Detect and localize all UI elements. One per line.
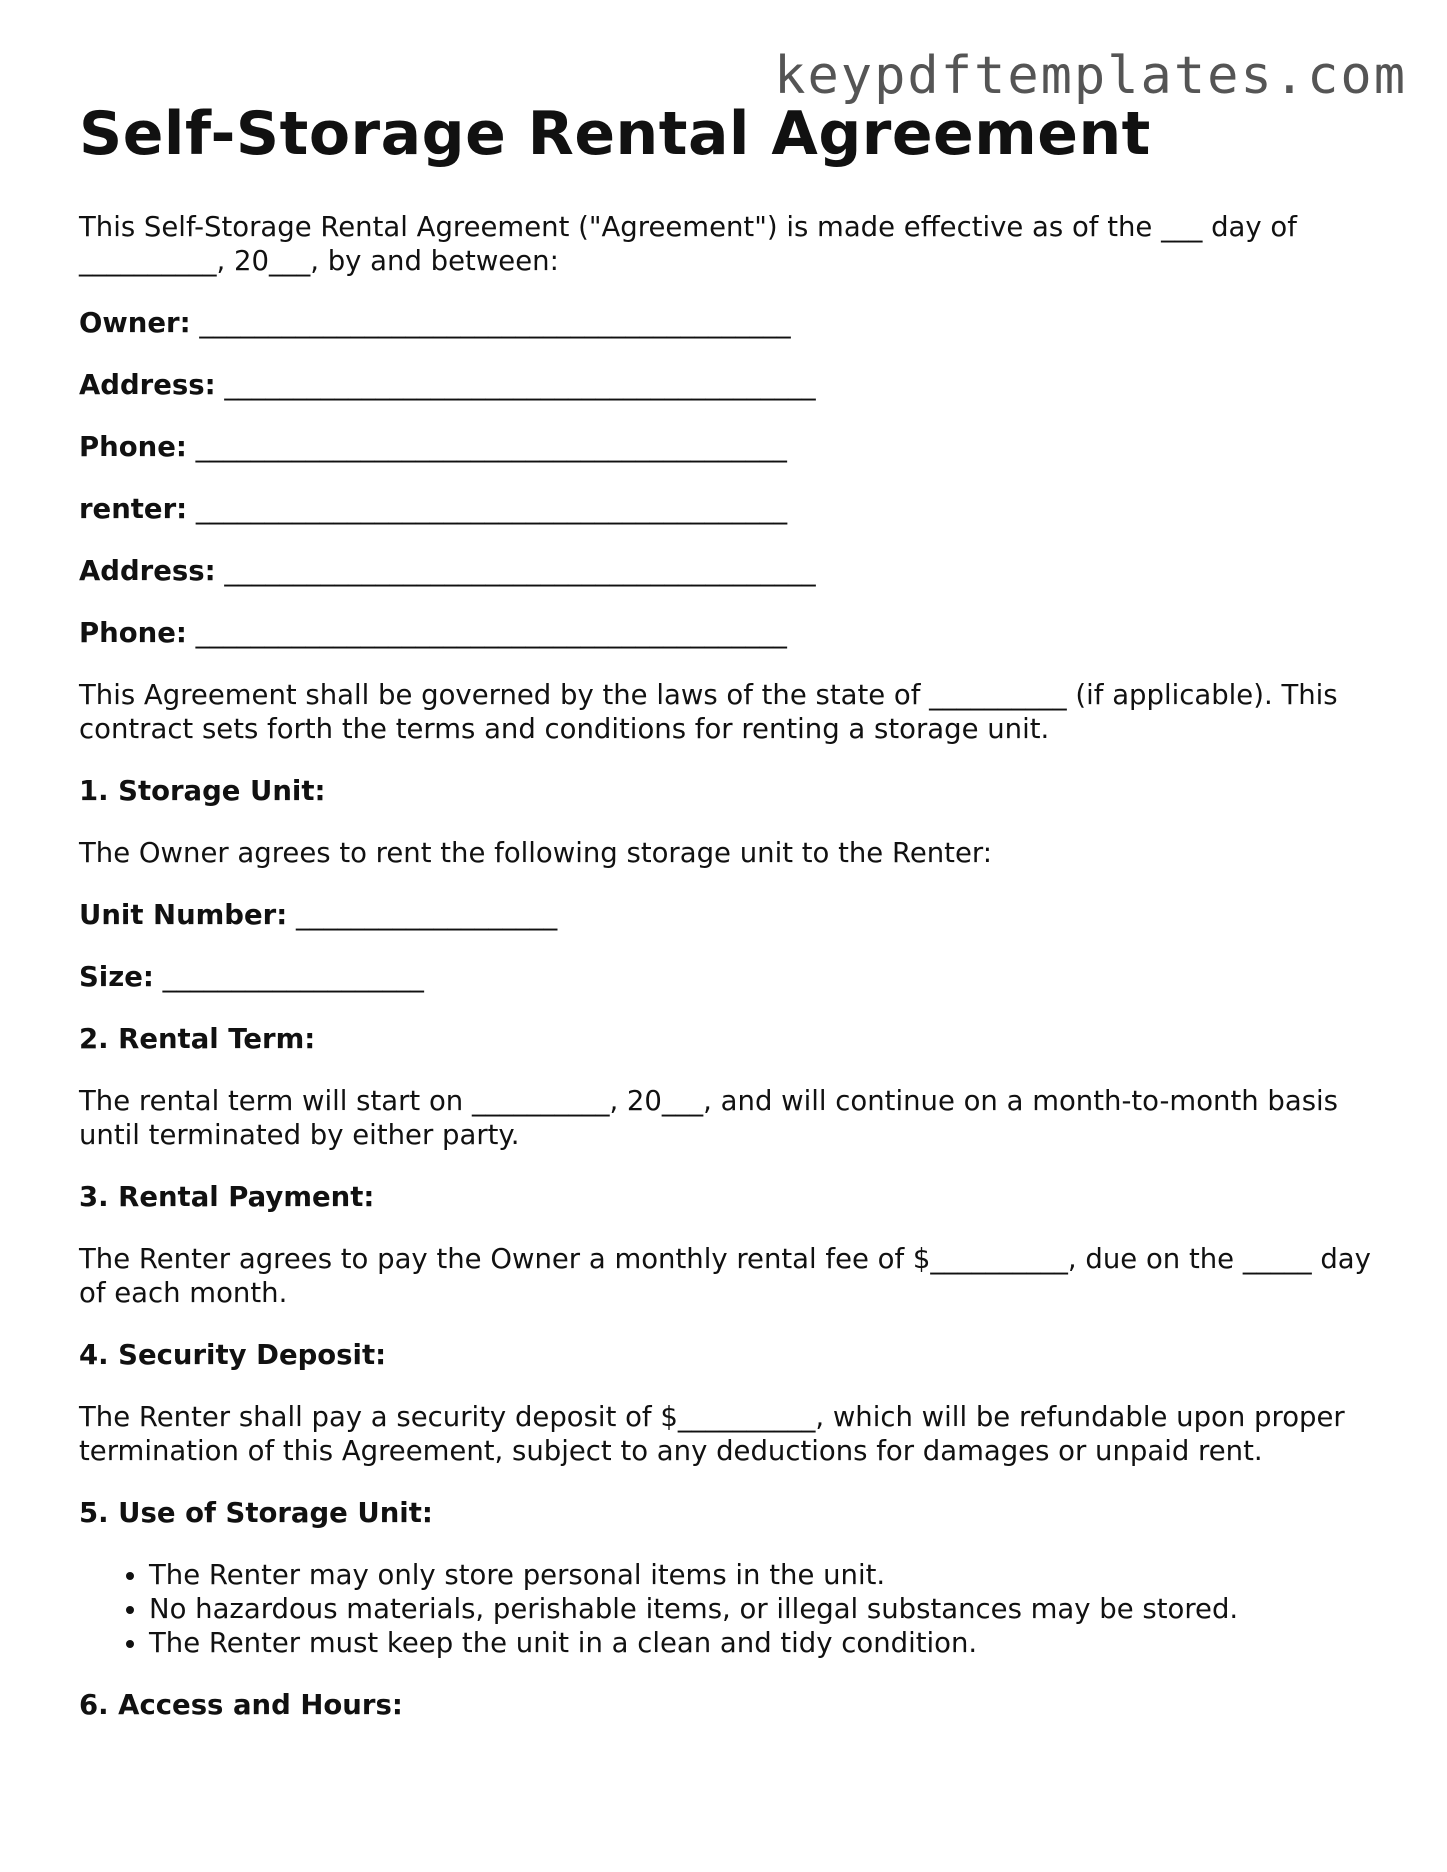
list-item: • No hazardous materials, perishable items, or illegal substances may be stored. (149, 1592, 1379, 1626)
field-label: Phone: (79, 617, 187, 649)
intro-paragraph: This Self-Storage Rental Agreement ("Agreement") is made effective as of the ___ day of __________, 20___, by and between: (79, 211, 1297, 277)
security-deposit-text: The Renter shall pay a security deposit of $__________, which will be refundable upon proper termination of this Agreement, subject to any deductions for damages or unpaid rent. (79, 1401, 1345, 1467)
renter-field (79, 492, 1379, 526)
size-field (79, 960, 1379, 994)
field-blank: ___________________________________________ (195, 617, 787, 649)
field-label: Owner: (79, 307, 191, 339)
field-blank: ___________________ (295, 899, 558, 931)
governing-law-paragraph: This Agreement shall be governed by the laws of the state of __________ (if applicable). This contract sets forth the terms and conditions for renting a storage unit. (79, 679, 1338, 745)
field-label: Size: (79, 961, 154, 993)
storage-unit-text: The Owner agrees to rent the following storage unit to the Renter: (79, 837, 992, 869)
use-rules-list (79, 1558, 1379, 1660)
field-blank: ___________________________________________ (195, 493, 788, 525)
section-heading-security-deposit: 4. Security Deposit: (79, 1339, 387, 1371)
owner-address-field (79, 368, 1379, 402)
section-heading-rental-payment: 3. Rental Payment: (79, 1181, 375, 1213)
renter-address-field (79, 554, 1379, 588)
rental-term-text: The rental term will start on __________, 20___, and will continue on a month-to-month basis until terminated by either party. (79, 1085, 1339, 1151)
field-label: Address: (79, 369, 216, 401)
section-heading-storage-unit: 1. Storage Unit: (79, 775, 326, 807)
rental-payment-text: The Renter agrees to pay the Owner a monthly rental fee of $__________, due on the _____ day of each month. (79, 1243, 1371, 1309)
field-label: renter: (79, 493, 188, 525)
section-heading-access: 6. Access and Hours: (79, 1689, 403, 1721)
section-heading-rental-term: 2. Rental Term: (79, 1023, 316, 1055)
unit-number-field (79, 898, 1379, 932)
field-blank: ___________________________________________ (199, 307, 791, 339)
document-title: Self-Storage Rental Agreement (79, 99, 1151, 169)
owner-field (79, 306, 1379, 340)
field-label: Address: (79, 555, 216, 587)
renter-phone-field (79, 616, 1379, 650)
document-page (79, 98, 1379, 1750)
field-label: Unit Number: (79, 899, 288, 931)
field-blank: ___________________________________________ (195, 431, 787, 463)
field-label: Phone: (79, 431, 187, 463)
list-item: • The Renter may only store personal items in the unit. (149, 1558, 1379, 1592)
section-heading-use: 5. Use of Storage Unit: (79, 1497, 433, 1529)
field-blank: ___________________ (162, 961, 424, 993)
watermark: keypdftemplates.com (774, 46, 1407, 106)
list-item: • The Renter must keep the unit in a clean and tidy condition. (149, 1626, 1379, 1660)
field-blank: ___________________________________________ (224, 555, 816, 587)
owner-phone-field (79, 430, 1379, 464)
field-blank: ___________________________________________ (224, 369, 816, 401)
